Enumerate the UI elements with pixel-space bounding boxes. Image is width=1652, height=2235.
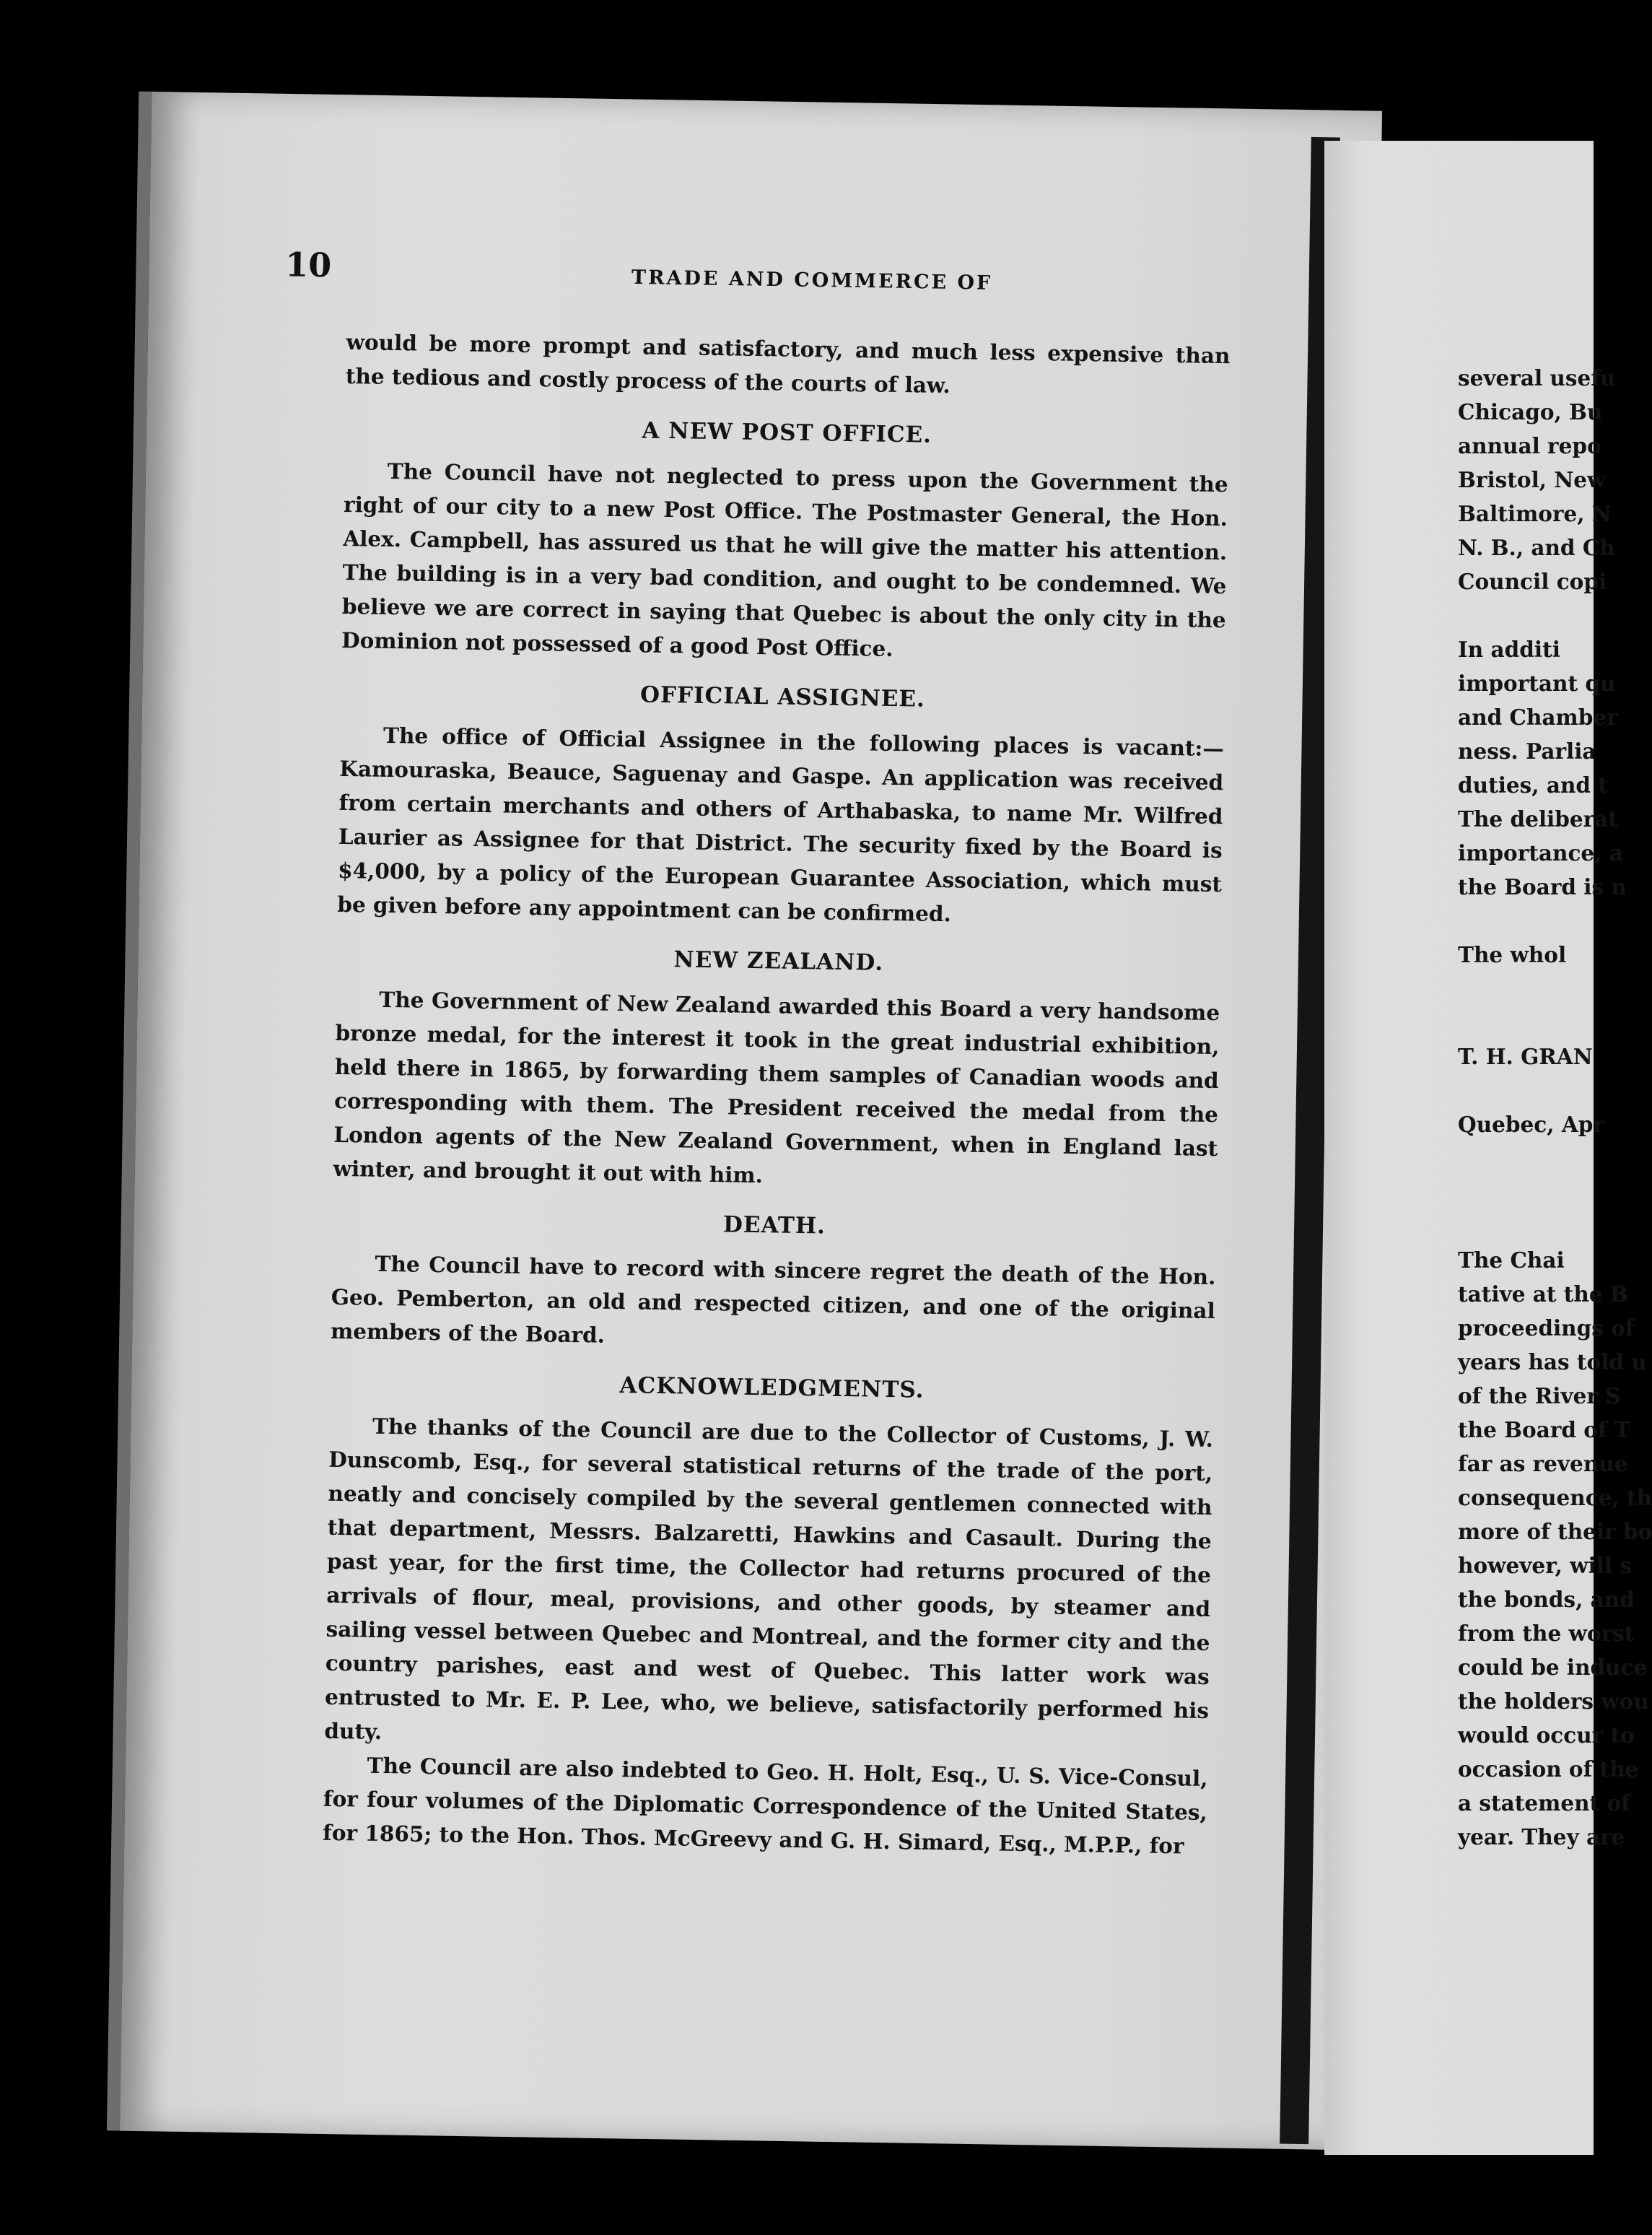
right-page-line	[1458, 1141, 1602, 1175]
right-page-line: however, will s	[1458, 1553, 1633, 1578]
right-page	[1324, 141, 1652, 2155]
right-page-line: Chicago, Bu	[1458, 399, 1603, 424]
section-heading: DEATH.	[722, 1211, 826, 1240]
right-page-line: more of their bo	[1458, 1519, 1652, 1544]
right-page-line: several usefu	[1458, 365, 1616, 391]
right-page-line: year. They are	[1458, 1824, 1625, 1850]
paragraph: would be more prompt and satisfactory, and much less expensive than the tedious and costly process of the courts of law.	[345, 328, 1231, 398]
page-number: 10	[284, 245, 332, 285]
right-page-line: could be induce	[1458, 1655, 1648, 1680]
right-page-line: of the River S	[1458, 1383, 1621, 1408]
right-page-line: The Chai	[1458, 1247, 1565, 1273]
right-page-line: In additi	[1458, 637, 1560, 662]
right-page-line	[1458, 598, 1602, 632]
right-page-line: Baltimore, N	[1458, 501, 1612, 526]
paragraph: The office of Official Assignee in the following places is vacant:— Kamouraska, Beauce, Saguenay and Gaspe. An application was received from certain merchants and others of Arthabaska, to name Mr. Wilfred Laurier as Assignee for that District. The security fixed by the Board is $4,000, by a policy of the European Guarantee Association, which must be given before any appointment can be confirmed.	[337, 722, 1225, 927]
running-head: TRADE AND COMMERCE OF	[631, 266, 993, 295]
right-page-text	[1458, 361, 1652, 1854]
section-heading: A NEW POST OFFICE.	[642, 417, 932, 448]
paragraph: The Council have not neglected to press upon the Government the right of our city to a new Post Office. The Postmaster General, the Hon. Alex. Campbell, has assured us that he will give the matter his attention. The building is in a very bad condition, and ought to be condemned. We believe we are correct in saying that Quebec is about the only city in the Dominion not possessed of a good Post Office.	[341, 458, 1228, 661]
right-page-line	[1458, 1209, 1602, 1243]
right-page-line: the holders wou	[1458, 1689, 1649, 1714]
right-page-line: ness. Parlia	[1458, 739, 1596, 764]
paragraph: The Council are also indebted to Geo. H. Holt, Esq., U. S. Vice-Consul, for four volumes of the Diplomatic Correspondence of the United States, for 1865; to the Hon. Thos. McGreevy and G. H. Simard, Esq., M.P.P., for	[322, 1752, 1208, 1859]
right-page-line: the Board is n	[1458, 874, 1627, 899]
right-page-line	[1458, 904, 1602, 938]
right-page-line: The whol	[1458, 942, 1567, 967]
right-page-line: and Chamber	[1458, 705, 1618, 730]
section-heading: OFFICIAL ASSIGNEE.	[639, 681, 926, 713]
paragraph: The Council have to record with sincere regret the death of the Hon. Geo. Pemberton, an old and respected citizen, and one of the original members of the Board.	[330, 1250, 1216, 1348]
right-page-line: important qu	[1458, 671, 1616, 696]
paragraph: The thanks of the Council are due to the Collector of Customs, J. W. Dunscomb, Esq., for several statistical returns of the trade of the port, neatly and concisely compiled by the several gentlemen connected with that department, Messrs. Balzaretti, Hawkins and Casault. During the past year, for the first time, the Collector had returns procured of the arrivals of flour, meal, provisions, and other goods, by steamer and sailing vessel between Quebec and Montreal, and the former city and the country parishes, east and west of Quebec. This latter work was entrusted to Mr. E. P. Lee, who, we believe, satisfactorily performed his duty.	[324, 1413, 1214, 1745]
right-page-line: far as revenue	[1458, 1451, 1628, 1476]
section-heading: ACKNOWLEDGMENTS.	[619, 1372, 925, 1403]
right-page-line: T. H. GRAN	[1458, 1044, 1593, 1069]
right-page-line: from the worst	[1458, 1621, 1635, 1646]
right-page-line: annual repo	[1458, 433, 1601, 458]
right-page-line	[1458, 1073, 1602, 1107]
right-page-line	[1458, 1006, 1602, 1040]
right-page-line: The deliberat	[1458, 806, 1618, 832]
right-page-line: occasion of the	[1458, 1756, 1639, 1782]
right-page-line: the Board of T	[1458, 1417, 1630, 1442]
right-page-line: Council copi	[1458, 569, 1607, 594]
right-page-line: tative at the B	[1458, 1281, 1628, 1307]
right-page-line: N. B., and Ch	[1458, 535, 1615, 560]
right-page-line: a statement of	[1458, 1790, 1630, 1816]
section-heading: NEW ZEALAND.	[673, 946, 884, 976]
paragraph: The Government of New Zealand awarded this Board a very handsome bronze medal, for the interest it took in the great industrial exhibition, held there in 1865, by forwarding them samples of Canadian woods and corresponding with them. The President received the medal from the London agents of the New Zealand Government, when in England last winter, and brought it out with him.	[333, 986, 1220, 1188]
right-page-line: duties, and t	[1458, 772, 1608, 798]
right-page-line: would occur to	[1458, 1722, 1635, 1748]
right-page-line: years has told u	[1458, 1349, 1647, 1374]
right-page-line	[1458, 972, 1602, 1006]
right-page-line: importance, a	[1458, 840, 1623, 866]
right-page-line: Bristol, New	[1458, 467, 1606, 492]
right-page-line: proceedings of	[1458, 1315, 1635, 1341]
right-page-line: consequence, th	[1458, 1485, 1652, 1510]
right-page-line: Quebec, Apr	[1458, 1112, 1604, 1137]
left-page-body	[323, 325, 1231, 1863]
right-page-line	[1458, 1175, 1602, 1209]
right-page-line: the bonds, and	[1458, 1587, 1635, 1612]
